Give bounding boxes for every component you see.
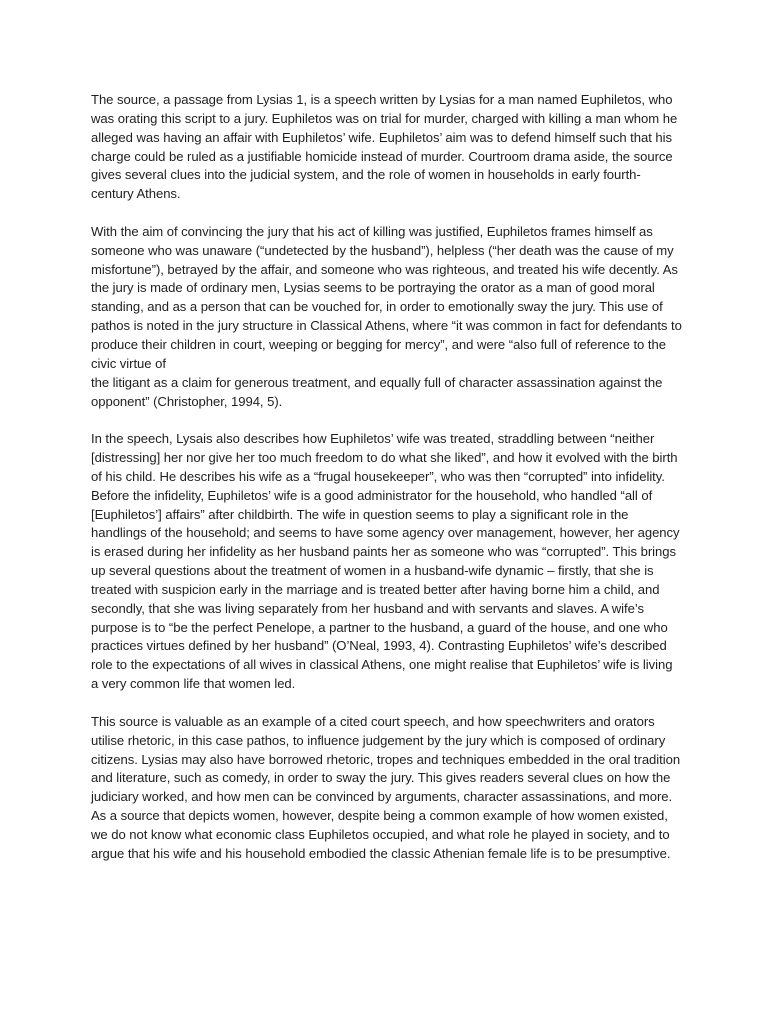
paragraph-pathos: With the aim of convincing the jury that his act of killing was justified, Euphiletos frames himself as someone who was unaware (“undetected by the husband”), helpless (“her death was the cause of my misfortune”), betrayed by the affair, and someone who was righteous, and treated his wife decently. As the jury is made of ordinary men, Lysias seems to be portraying the orator as a man of good moral standing, and as a person that can be vouched for, in order to emotionally sway the jury. This use of pathos is noted in the jury structure in Classical Athens, where “it was common in fact for defendants to produce their children in court, weeping or begging for mercy”, and were “also full of reference to the civic virtue of the litigant as a claim for generous treatment, and equally full of character assassination against the opponent” (Christopher, 1994, 5). [91, 223, 682, 409]
paragraph-wife-treatment: In the speech, Lysais also describes how Euphiletos’ wife was treated, straddling between “neither [distressing] her nor give her too much freedom to do what she liked”, and how it evolved with the birth of his child. He describes his wife as a “frugal housekeeper”, who was then “corrupted” into infidelity. Before the infidelity, Euphiletos’ wife is a good administrator for the household, who handled “all of [Euphiletos’] affairs” after childbirth. The wife in question seems to play a significant role in the handlings of the household; and seems to have some agency over management, however, her agency is erased during her infidelity as her husband paints her as someone who was “corrupted”. This brings up several questions about the treatment of women in a husband-wife dynamic – firstly, that she is treated with suspicion early in the marriage and is treated better after having borne him a child, and secondly, that she was living separately from her husband and with servants and slaves. A wife’s purpose is to “be the perfect Penelope, a partner to the husband, a guard of the house, and one who practices virtues defined by her husband” (O’Neal, 1993, 4). Contrasting Euphiletos’ wife’s described role to the expectations of all wives in classical Athens, one might realise that Euphiletos’ wife is living a very common life that women led. [91, 431, 680, 692]
paragraph-introduction: The source, a passage from Lysias 1, is a speech written by Lysias for a man named Euphiletos, who was orating this script to a jury. Euphiletos was on trial for murder, charged with killing a man whom he alleged was having an affair with Euphiletos’ wife. Euphiletos’ aim was to defend himself such that his charge could be ruled as a justifiable homicide instead of murder. Courtroom drama aside, the source gives several clues into the judicial system, and the role of women in households in early fourth-century Athens. [91, 92, 678, 202]
paragraph-source-value: This source is valuable as an example of a cited court speech, and how speechwriters and orators utilise rhetoric, in this case pathos, to influence judgement by the jury which is composed of ordinary citizens. Lysias may also have borrowed rhetoric, tropes and techniques embedded in the oral tradition and literature, such as comedy, in order to sway the jury. This gives readers several clues on how the judiciary worked, and how men can be convinced by arguments, character assassinations, and more. As a source that depicts women, however, despite being a common example of how women existed, we do not know what economic class Euphiletos occupied, and what role he played in society, and to argue that his wife and his household embodied the classic Athenian female life is to be presumptive. [91, 713, 681, 861]
